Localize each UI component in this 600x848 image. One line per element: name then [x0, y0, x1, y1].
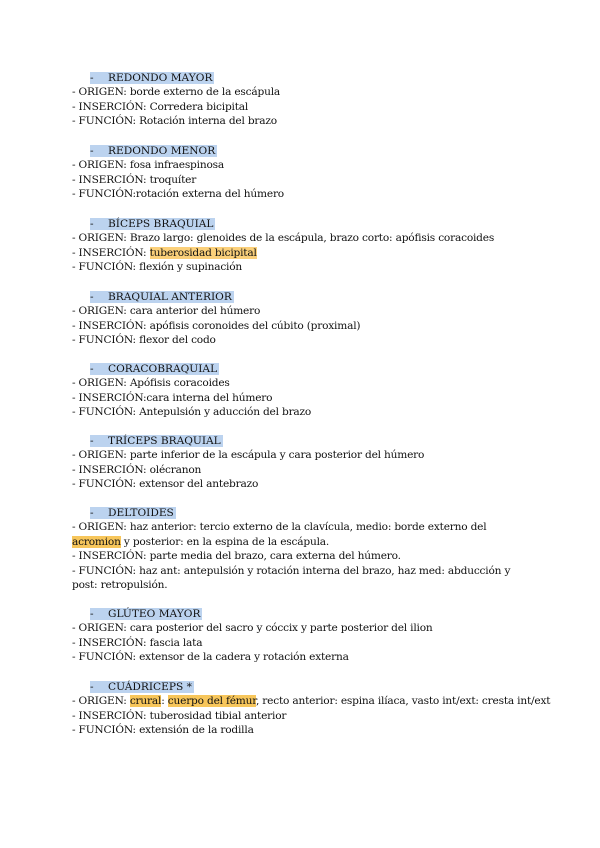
funcion-line: - FUNCIÓN: extensor del antebrazo	[72, 478, 259, 491]
funcion-line: - FUNCIÓN: extensión de la rodilla	[72, 724, 254, 737]
funcion-line: - FUNCIÓN: haz ant: antepulsión y rotación interna del brazo, haz med: abducción y post: retropulsión.	[72, 564, 511, 592]
insercion-line: - INSERCIÓN: parte media del brazo, cara externa del húmero.	[72, 550, 401, 563]
funcion-line: - FUNCIÓN: Antepulsión y aducción del brazo	[72, 406, 312, 419]
section-title: - BÍCEPS BRAQUIAL	[90, 218, 214, 230]
insercion-line: - INSERCIÓN: troquíter	[72, 173, 197, 186]
origen-line: - ORIGEN: cara anterior del húmero	[72, 305, 261, 317]
origen-line: - ORIGEN: crural: cuerpo del fémur, recto anterior: espina ilíaca, vasto int/ext: cresta int/ext	[72, 695, 551, 707]
section-biceps-braquial	[72, 217, 542, 275]
highlighted-text: crural	[129, 695, 162, 707]
insercion-line: - INSERCIÓN: Corredera bicipital	[72, 100, 249, 113]
origen-line: - ORIGEN: parte inferior de la escápula y cara posterior del húmero	[72, 449, 425, 461]
origen-line: - ORIGEN: Apófisis coracoides	[72, 377, 230, 389]
section-triceps-braquial	[72, 434, 542, 492]
funcion-line: - FUNCIÓN: flexión y supinación	[72, 261, 243, 274]
insercion-line: - INSERCIÓN: olécranon	[72, 463, 202, 476]
insercion-line: - INSERCIÓN: apófisis coronoides del cúbito (proximal)	[72, 319, 361, 332]
section-title: - BRAQUIAL ANTERIOR	[90, 291, 232, 303]
section-title: - REDONDO MAYOR	[90, 72, 213, 84]
origen-line: - ORIGEN: haz anterior: tercio externo de la clavícula, medio: borde externo del acromion y posterior: en la espina de la escápula.	[72, 521, 487, 548]
section-coracobraquial	[72, 362, 542, 420]
section-title: - TRÍCEPS BRAQUIAL	[90, 435, 221, 447]
funcion-line: - FUNCIÓN:rotación externa del húmero	[72, 188, 284, 201]
origen-line: - ORIGEN: fosa infraespinosa	[72, 159, 224, 171]
funcion-line: - FUNCIÓN: Rotación interna del brazo	[72, 115, 277, 128]
origen-line: - ORIGEN: borde externo de la escápula	[72, 86, 281, 98]
insercion-line: - INSERCIÓN:cara interna del húmero	[72, 391, 273, 404]
section-braquial-anterior	[72, 290, 542, 348]
section-title: - REDONDO MENOR	[90, 145, 216, 157]
highlighted-text: acromion	[72, 535, 121, 548]
highlighted-text: cuerpo del fémur	[167, 695, 256, 707]
section-cuadriceps	[72, 680, 551, 738]
origen-line: - ORIGEN: cara posterior del sacro y cóccix y parte posterior del ilion	[72, 622, 433, 634]
insercion-line: - INSERCIÓN: tuberosidad bicipital	[72, 246, 257, 259]
section-title: - CUÁDRICEPS *	[90, 681, 192, 693]
section-title: - CORACOBRAQUIAL	[90, 363, 218, 375]
funcion-line: - FUNCIÓN: extensor de la cadera y rotación externa	[72, 651, 349, 664]
highlighted-text: tuberosidad bicipital	[149, 246, 257, 259]
section-deltoides	[72, 506, 542, 593]
section-gluteo-mayor	[72, 607, 542, 665]
section-redondo-menor	[72, 144, 542, 202]
insercion-line: - INSERCIÓN: fascia lata	[72, 636, 203, 649]
section-title: - DELTOIDES	[90, 507, 174, 519]
section-redondo-mayor	[72, 71, 542, 129]
section-title: - GLÚTEO MAYOR	[90, 608, 201, 620]
funcion-line: - FUNCIÓN: flexor del codo	[72, 334, 216, 347]
origen-line: - ORIGEN: Brazo largo: glenoides de la escápula, brazo corto: apófisis coracoides	[72, 232, 495, 244]
insercion-line: - INSERCIÓN: tuberosidad tibial anterior	[72, 709, 287, 722]
